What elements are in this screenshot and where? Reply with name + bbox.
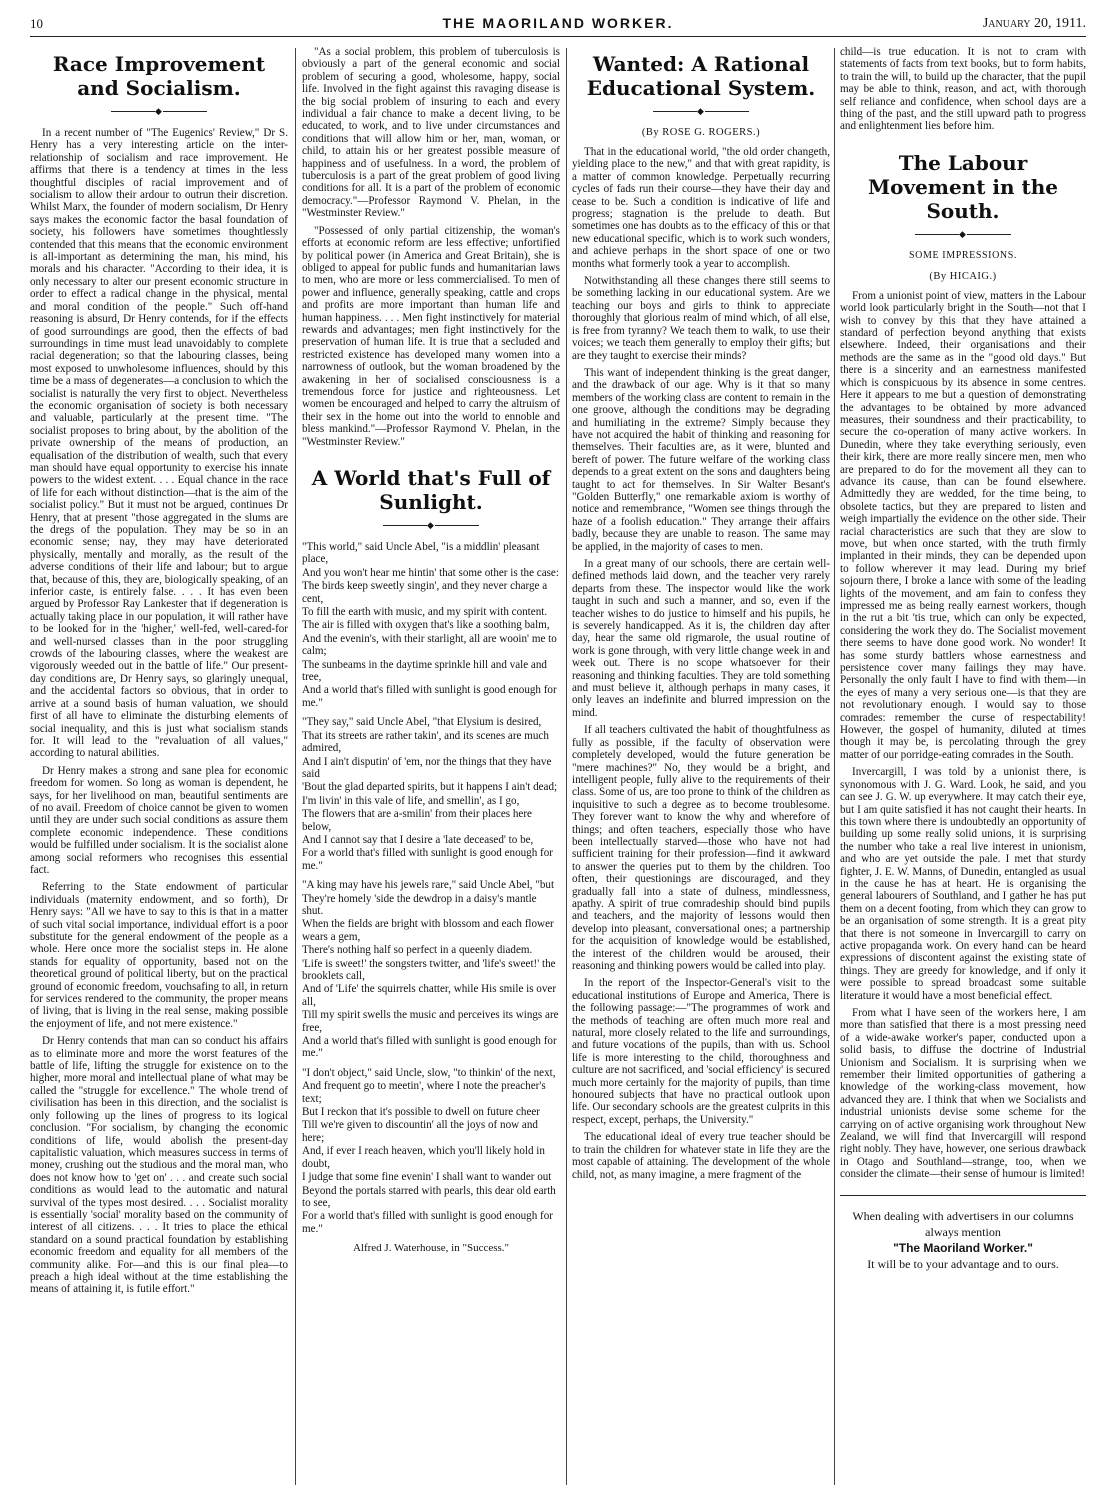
labour-paragraph: From what I have seen of the workers here, I am more than satisfied that there is a most pressing need of a wide-awake worker's paper, conducted upon a solid basis, to diffuse the doctrine of Industrial Unionism and Socialism. It is surprising when we remember their limited opportunities of gathering a knowledge of the working-class movement, how advanced they are. I think that when we Socialists and industrial unionists devise some scheme for the carrying on of active organising work throughout New Zealand, we will find that Invercargill will respond right nobly. They have, however, one serious drawback in Otago and Southland—strange, too, when we consider the climate—their sense of humour is limited! xyxy=(840,1007,1086,1181)
column-rule xyxy=(834,48,835,1485)
column-rule xyxy=(566,48,567,1485)
poem-line: And you won't hear me hintin' that some other is the case: xyxy=(302,566,559,579)
issue-date: January 20, 1911. xyxy=(982,16,1086,31)
column-3 xyxy=(572,46,830,1489)
advert-box xyxy=(840,1195,1086,1272)
article-title-sunlight: A World that's Full of Sunlight. xyxy=(311,466,551,514)
poem-line: The flowers that are a-smilin' from their places here below, xyxy=(302,808,532,833)
poem-line: I'm livin' in this vale of life, and smellin', as I go, xyxy=(302,794,520,807)
title-ornament: ◆ xyxy=(572,106,830,117)
poem-line: The birds keep sweetly singin', and they never charge a cent, xyxy=(302,580,548,605)
poem-line: And a world that's filled with sunlight is good enough for me." xyxy=(302,684,557,709)
education-paragraph: In the report of the Inspector-General's visit to the educational institutions of Europe and America, There is the following passage:—"The programmes of work and the methods of teaching are often much more real and natural, more closely related to the life and surroundings, and future vocations of the pupils, than with us. School life is more interesting to the child, thoroughness and culture are not sacrificed, and 'social efficiency' is secured much more certainly for the majority of pupils, than time honoured subjects that have no practical outlook upon life. Our secondary schools are the greatest culprits in this respect, except, perhaps, the University." xyxy=(572,977,830,1126)
advert-line: It will be to your advantage and to ours. xyxy=(867,1256,1059,1271)
poem-line: And a world that's filled with sunlight is good enough for me." xyxy=(302,1035,557,1060)
poem-line: "They say," said Uncle Abel, "that Elysium is desired, xyxy=(302,716,542,729)
poem-line: That its streets are rather takin', and its scenes are much admired, xyxy=(302,729,549,755)
education-continuation: child—is true education. It is not to cram with statements of facts from text books, but to form habits, to train the will, to build up the character, that the pupil may be able to think, reason, and act, with thorough self reliance and confidence, when school days are a thing of the past, and the still upward path to progress and enlightenment lies before him. xyxy=(840,46,1086,133)
column-2 xyxy=(302,46,560,1489)
article-title-education: Wanted: A Rational Educational System. xyxy=(586,52,816,100)
race-paragraph: "As a social problem, this problem of tuberculosis is obviously a part of the general economic and social problem of securing a good, wholesome, happy, social life. Involved in the fight against this ravaging disease is the big social problem of insuring to each and every individual a fair chance to make a decent living, to be educated, to work, and to live under circumstances and conditions that will allow him or her, man, woman, or child, to attain his or her greatest possible measure of happiness and of usefulness. In a word, the problem of tuberculosis is a part of the great problem of good living conditions for all. It is a part of the problem of economic democracy."—Professor Raymond V. Phelan, in the "Westminster Review." xyxy=(302,46,560,220)
subtitle: SOME IMPRESSIONS. xyxy=(908,249,1017,261)
byline: (By HICAIG.) xyxy=(929,270,997,282)
poem-stanza xyxy=(302,716,560,872)
education-paragraph: If all teachers cultivated the habit of thoughtfulness as fully as possible, if the faculty of observation were completely developed, would the future generation be "mere machines?" No, they would be a bright, and intelligent people, fully alive to the requirements of their class. Some of us, are too prone to think of the children as inquisitive to such a degree as to become troublesome. They forever want to know the why and wherefore of things; and often teachers, especially those who have been intellectually starved—those who have not had sufficient training for their profession—find it awkward to answer the queries put to them by the children. Too often, their questionings are discouraged, and they gradually fall into a state of dulness, mindlessness, apathy. A spirit of true comradeship should bind pupils and teachers, and the majority of lessons would then develop into pleasant, conversational ones; a partnership for the acquisition of knowledge would be established, the interest of the children would be aroused, their reasoning and thinking powers would be called into play. xyxy=(572,724,830,972)
poem-line: For a world that's filled with sunlight is good enough for me." xyxy=(302,1210,553,1235)
poem-line: 'Life is sweet!' the songsters twitter, and 'life's sweet!' the brooklets call, xyxy=(302,957,556,982)
masthead xyxy=(30,14,1086,37)
article-title-labour: The Labour Movement in the South. xyxy=(867,150,1059,223)
byline: (By ROSE G. ROGERS.) xyxy=(641,127,761,138)
poem-line: And, if ever I reach heaven, which you'll likely hold in doubt, xyxy=(302,1145,545,1170)
page-number: 10 xyxy=(30,16,43,31)
poem-line: And of 'Life' the squirrels chatter, while His smile is over all, xyxy=(302,983,557,1008)
advert-paper-name: "The Maoriland Worker." xyxy=(893,1240,1033,1255)
race-paragraph: Referring to the State endowment of particular individuals (maternity endowment, and so forth), Dr Henry says: "All we have to say to this is that in a matter of such vital social importance, individual effort is a poor substitute for the general endowment of the people as a whole. Here once more the socialist steps in. He alone stands for equality of opportunity, based not on the theoretical ground of political liberty, but on the practical ground of economic freedom, vouchsafing to all, in return for services rendered to the community, the proper means of living, that is living in the real sense, making possible the enjoyment of life, and not mere existence." xyxy=(30,881,288,1030)
labour-paragraph: From a unionist point of view, matters in the Labour world look particularly bright in the South—not that I wish to convey by this that they have attained a standard of perfection beyond anything that exists elsewhere. Indeed, their organisations and their methods are the same as in the "good old days." But there is a sincerity and an earnestness manifested which is conspicuous by its absence in some centres. Here it appears to me but a question of demonstrating the advantages to be obtained by more advanced measures, their soundness and their practicability, to secure the co-operation of many active workers. In Dunedin, where they take everything seriously, even their kirk, there are more really sincere men, men who are prepared to do for the movement all they can to advance its cause, than can be found elsewhere. Admittedly they are wedded, for the time being, to obsolete tactics, but they are prepared to listen and weigh impartially the evidence on the other side. Their racial characteristics are such that they are slow to move, but when once started, with the truth firmly implanted in their minds, they can be depended upon to follow wherever it may lead. During my brief sojourn there, I broke a lance with some of the leading lights of the movement, and am fain to confess they impressed me as being really earnest workers, though in the rut a bit 'tis true, which can only be expected, considering the work they do. The Socialist movement there seems to have done good work. No wonder! It has some sturdy battlers whose earnestness and persistence cover many failings they may have. Personally the only fault I have to find with them—in the eyes of many a very serious one—is that they are not revolutionary enough. I would say to those comrades: remember the curse of respectability! However, the gospel of humanity, diluted at times though it may be, is percolating through the grey matter of our porridge-eating comrades in the South. xyxy=(840,289,1086,761)
education-paragraph: Notwithstanding all these changes there still seems to be something lacking in our educational system. Are we teaching our boys and girls to think to appreciate thoroughly that glorious realm of mind which, of all else, is free from tyranny? We teach them to walk, to use their voices; we teach them generally to employ their gifts; but are they taught to exercise their minds? xyxy=(572,275,830,362)
labour-paragraph: Invercargill, I was told by a unionist there, is synonomous with J. G. Ward. Look, he said, and you can see J. G. W. up everywhere. It may catch their eye, but I am quite satisfied it has not caught their hearts. In this town where there is undoubtedly an opportunity of building up some really solid unions, it is surprising the number who take a real live interest in unionism, and who are yet outside the pale. I met that sturdy fighter, J. E. W. Manns, of Dunedin, entangled as usual in the cause he has at heart. He is organising the general labourers of Southland, and I gather he has put them on a decent footing, from which they can grow to be an organisation of some strength. It is a great pity that there is not someone in Invercargill to carry on active propaganda work. On every hand can be heard expressions of discontent against the existing state of things. They are greedy for knowledge, and if only it were possible to spread broadcast some suitable literature it would have a most beneficial effect. xyxy=(840,766,1086,1002)
poem-line: For a world that's filled with sunlight is good enough for me." xyxy=(302,847,553,872)
education-paragraph: That in the educational world, "the old order changeth, yielding place to the new," and that with great rapidity, is a matter of common knowledge. Perpetually recurring cycles of fads run their course—they have their day and cease to be. Such a condition is indicative of life and progress; stagnation is the prelude to death. But sometimes one has doubts as to the efficacy of this or that new educational specific, which is to work such wonders, and achieve perhaps in the short space of one or two months what formerly took a year to accomplish. xyxy=(572,146,830,270)
title-ornament: ◆ xyxy=(30,106,288,117)
poem-line: 'Bout the glad departed spirits, but it happens I ain't dead; xyxy=(302,781,558,794)
poem-stanza xyxy=(302,879,560,1060)
education-paragraph: This want of independent thinking is the great danger, and the drawback of our age. Why is it that so many members of the working class are content to remain in the one groove, although the conditions may be degrading and humiliating in the extreme? Simply because they have not acquired the habit of thinking and reasoning for themselves. Their faculties are, as it were, blunted and bereft of power. The future welfare of the working class depends to a great extent on the sons and daughters being taught to act for themselves. In Sir Walter Besant's "Golden Butterfly," one remarkable axiom is worthy of notice and remembrance, "Women see things through the haze of a foolish education." They arrange their affairs badly, because they are unable to reason. The same may be applied, in the majority of cases to men. xyxy=(572,366,830,553)
title-ornament: ◆ xyxy=(302,520,560,531)
poem-stanza xyxy=(302,541,560,709)
column-4 xyxy=(840,46,1086,1489)
poem-line: Till we're given to discountin' all the joys of now and here; xyxy=(302,1119,538,1144)
poem-line: To fill the earth with music, and my spirit with content. xyxy=(302,606,548,619)
poem-line: Beyond the portals starred with pearls, this dear old earth to see, xyxy=(302,1184,556,1209)
race-paragraph: Dr Henry contends that man can so conduct his affairs as to eliminate more and more the worst features of the battle of life, lifting the struggle for existence on to the higher, more moral and intellectual plane of what may be called the "struggle for excellence." The whole trend of civilisation has been in this direction, and the socialist is only following up the lines of progress to its logical conclusion. "For socialism, by changing the economic conditions of life, would abolish the present-day capitalistic valuation, which measures success in terms of money, crushing out the studious and the moral man, who does not know how to 'get on' . . . and create such social conditions as would lead to the automatic and natural survival of the types most desired. . . . Socialist morality is essentially 'social' morality based on the community of interest of all citizens. . . . It tries to place the ethical standard on a sound practical foundation by establishing economic freedom and equality for all members of the community alike. For—and this is our final plea—to preach a high ideal without at the time establishing the means of attaining it, is futile effort." xyxy=(30,1035,288,1296)
poem-line: The sunbeams in the daytime sprinkle hill and vale and tree, xyxy=(302,658,547,684)
poem-line: They're homely 'side the dewdrop in a daisy's mantle shut. xyxy=(302,892,537,917)
poem-line: And I ain't disputin' of 'em, nor the things that they have said xyxy=(302,755,552,780)
poem-stanza xyxy=(302,1067,560,1235)
poem-line: "I don't object," said Uncle, slow, "to thinkin' of the next, xyxy=(302,1066,556,1079)
column-rule xyxy=(295,48,296,1485)
poem-line: I judge that some fine evenin' I shall want to wander out xyxy=(302,1171,552,1184)
poem-line: The air is filled with oxygen that's like a soothing balm, xyxy=(302,619,550,632)
poem-line: "This world," said Uncle Abel, "is a middlin' pleasant place, xyxy=(302,541,540,566)
race-paragraph: "Possessed of only partial citizenship, the woman's efforts at economic reform are less effective; unfortified by political power (in America and Great Britain), she is obliged to appeal for public funds and humanitarian laws to men, who are more or less commercialised. To men of power and influence, generally speaking, cattle and crops and profits are more important than human life and human happiness. . . . Men fight instinctively for material rewards and advantages; men fight instinctively for the preservation of human life. It is true that a secluded and restricted existence has developed many women into a narrowness of outlook, but the woman broadened by the awakening in her of socialised consciousness is a tremendous force for justice and righteousness. Let women be encouraged and helped to carry the altruism of their sex in the home out into the world to ennoble and bless mankind."—Professor Raymond V. Phelan, in the "Westminster Review." xyxy=(302,224,560,448)
publication-name: THE MAORILAND WORKER. xyxy=(442,15,674,31)
race-paragraph: In a recent number of "The Eugenics' Review," Dr S. Henry has a very interesting article on the inter-relationship of socialism and race improvement. He affirms that there is a tendency at times in the less thoughtful disciples of racial improvement and of socialism to allow their ardour to outrun their discretion. Whilst Marx, the founder of modern socialism, Dr Henry says makes the economic factor the basal foundation of society, his followers have sometimes thoughtlessly contended that this means that the economic environment is all-important as determining the man, his mind, his morals and his character. "According to their idea, it is only necessary to alter our present economic structure in order to effect a radical change in the physical, mental and moral condition of the people." Such off-hand reasoning is absurd, Dr Henry contends, for if the effects of good surroundings are good, then the effects of bad surroundings in time must lead unavoidably to complete racial degeneration; so that the labouring classes, being most exposed to unwholesome influences, should by this time be a mass of degenerates—a conclusion to which the socialist is naturally the very first to object. Nevertheless the economic organisation of society is both necessary and valuable, particularly at the present time. "The socialist proposes to bring about, by the abolition of the private ownership of the means of production, an equalisation of the distribution of wealth, such that every man should have equal opportunity to exercise his innate powers to the widest extent. . . . Equal chance in the race of life for each without distinction—that is the aim of the socialist policy." But it must not be argued, continues Dr Henry, that at present "those aggregated in the slums are the dregs of the population. They may be so in an economic sense; nay, they may have deteriorated physically, mentally and morally, as the result of the adverse conditions of their life and labour; but to argue that, because of this, they are, biologically speaking, of an inferior caste, is entirely false. . . . It has even been argued by Professor Ray Lankester that if degeneration is actually taking place in our population, it will rather have to be looked for in the 'higher,' well-fed, well-cared-for and well-nursed classes than in the poor struggling crowds of the labouring classes, where the weakest are vigorously weeded out in the battle of life." Our present-day conditions are, Dr Henry says, so glaringly unequal, and the accidental factors so obvious, that in order to arrive at a sound basis of human valuation, we should first of all have to eliminate the disturbing elements of social inequality, and this is just what socialism stands for. It will lead to the "revaluation of all values," according to natural abilities. xyxy=(30,127,288,760)
poem-line: And I cannot say that I desire a 'late deceased' to be, xyxy=(302,833,534,846)
advert-line: When dealing with advertisers in our columns always mention xyxy=(852,1208,1074,1239)
article-title-race: Race Improvement and Socialism. xyxy=(52,52,266,100)
poem-line: And the evenin's, with their starlight, all are wooin' me to calm; xyxy=(302,632,557,658)
education-paragraph: The educational ideal of every true teacher should be to train the children for whatever state in life they are the most capable of attaining. The development of the whole child, not, as many imagine, a mere fragment of the xyxy=(572,1131,830,1181)
poem-line: And frequent go to meetin', where I note the preacher's text; xyxy=(302,1080,546,1105)
race-paragraph: Dr Henry makes a strong and sane plea for economic freedom for women. So long as woman is dependent, he says, for her livelihood on man, beautiful sentiments are of no avail. Freedom of choice cannot be given to women until they are under such social conditions as assure them complete economic independence. These conditions would be fulfilled under socialism. It is the socialist alone among social reformers who recognises this essential fact. xyxy=(30,764,288,876)
column-1 xyxy=(30,46,288,1489)
poem-line: When the fields are bright with blossom and each flower wears a gem, xyxy=(302,918,554,943)
poem xyxy=(302,541,560,1235)
poem-line: Till my spirit swells the music and perceives its wings are free, xyxy=(302,1009,559,1034)
title-ornament: ◆ xyxy=(840,229,1086,240)
education-paragraph: In a great many of our schools, there are certain well-defined methods laid down, and the teacher very rarely departs from these. The inspector would like the work taught in such and such a manner, and so, even if the teacher wishes to do justice to himself and his pupils, he is severely handicapped. As it is, the children day after day, hear the same old rigmarole, the usual routine of work is gone through, with very little change week in and week out. There is no scope whatsoever for their reasoning and thinking faculties. They are told something and must believe it, although perhaps in many cases, it only leaves an indefinite and blurred impression on the mind. xyxy=(572,558,830,719)
poem-line: There's nothing half so perfect in a queenly diadem. xyxy=(302,944,533,957)
poem-signature: Alfred J. Waterhouse, in "Success." xyxy=(352,1242,510,1255)
poem-line: "A king may have his jewels rare," said Uncle Abel, "but xyxy=(302,879,555,892)
poem-line: But I reckon that it's possible to dwell on future cheer xyxy=(302,1106,540,1119)
